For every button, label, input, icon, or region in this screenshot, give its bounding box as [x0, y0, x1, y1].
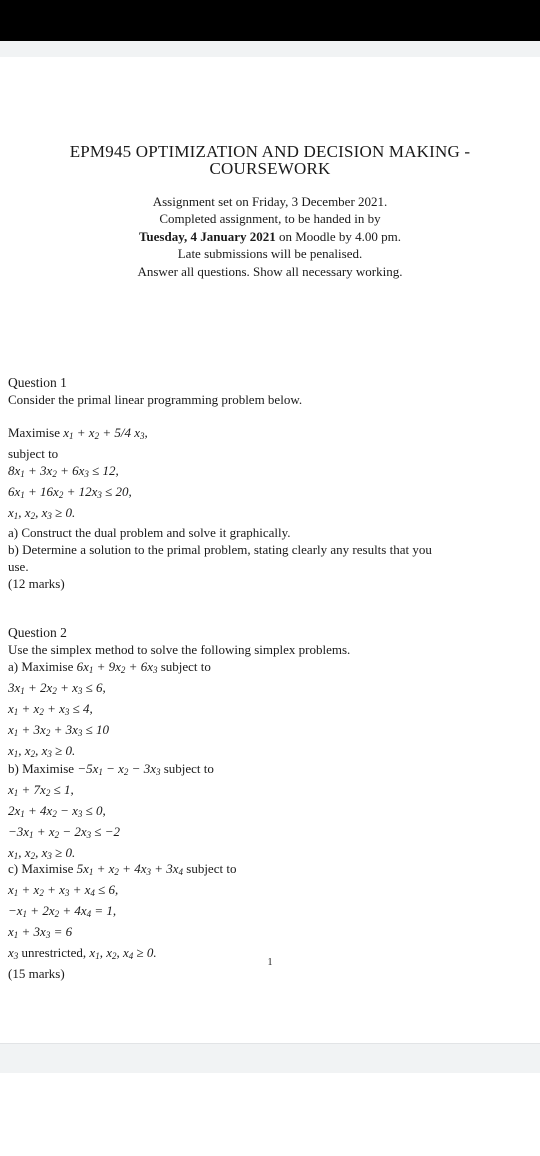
next-page-area — [0, 1073, 540, 1156]
q1-constraint-2: $6x_1 + 16x_2 + 12x_3 \le 20$, — [8, 484, 132, 500]
q2c-objective: c) Maximise $5x_1 + x_2 + 4x_3 + 3x_4$ subject to — [8, 861, 237, 877]
q2c-variable-signs: $x_3$ unrestricted, $x_1$, $x_2$, $x_4 \ge 0$. — [8, 945, 157, 961]
info-completed: Completed assignment, to be handed in by — [159, 211, 381, 227]
viewer-page-gap — [0, 1043, 540, 1074]
info-late: Late submissions will be penalised. — [177, 246, 363, 262]
q2b-nonneg: $x_1$, $x_2$, $x_3 \ge 0$. — [8, 845, 76, 861]
q2b-constraint-2: $2x_1 + 4x_2 - x_3 \le 0$, — [8, 803, 106, 819]
question-2b — [8, 760, 538, 865]
q2b-objective: b) Maximise $-5x_1 - x_2 - 3x_3$ subject to — [8, 761, 214, 777]
title-line-1: EPM945 OPTIMIZATION AND DECISION MAKING - — [69, 142, 471, 161]
q2b-constraint-1: $x_1 + 7x_2 \le 1$, — [8, 782, 74, 798]
question-2-heading: Question 2 — [8, 625, 67, 640]
q2c-constraint-1: $x_1 + x_2 + x_3 + x_4 \le 6$, — [8, 882, 119, 898]
q1-part-b-cont: use. — [8, 559, 29, 574]
question-1-problem — [8, 424, 538, 525]
q2-marks: (15 marks) — [8, 966, 65, 981]
viewer-top-margin — [0, 41, 540, 57]
q2a-objective: a) Maximise $6x_1 + 9x_2 + 6x_3$ subject to — [8, 659, 211, 675]
question-1 — [8, 374, 538, 408]
q1-subject-to: subject to — [8, 446, 59, 461]
title-line-2: COURSEWORK — [209, 159, 331, 178]
q2a-constraint-2: $x_1 + x_2 + x_3 \le 4$, — [8, 701, 93, 717]
q2a-constraint-1: $3x_1 + 2x_2 + x_3 \le 6$, — [8, 680, 106, 696]
deadline-date: Tuesday, 4 January 2021 — [138, 228, 276, 244]
document-title — [0, 143, 540, 177]
q2c-constraint-2: $-x_1 + 2x_2 + 4x_4 = 1$, — [8, 903, 117, 919]
assignment-info — [0, 193, 540, 280]
info-deadline — [0, 228, 540, 245]
question-2 — [8, 624, 538, 763]
question-1-parts — [8, 524, 538, 592]
q1-objective: Maximise $x_1 + x_2 + 5/4$ $x_3$, — [8, 425, 148, 441]
q1-marks: (12 marks) — [8, 576, 65, 591]
info-set-date: Assignment set on Friday, 3 December 2021. — [152, 194, 388, 209]
q1-nonneg: $x_1$, $x_2$, $x_3 \ge 0$. — [8, 505, 76, 521]
question-2-intro: Use the simplex method to solve the following simplex problems. — [8, 642, 351, 657]
status-bar — [0, 0, 540, 41]
deadline-rest: on Moodle by 4.00 pm. — [278, 228, 402, 244]
question-1-heading: Question 1 — [8, 375, 67, 390]
q2a-constraint-3: $x_1 + 3x_2 + 3x_3 \le 10$ — [8, 722, 110, 738]
q2c-constraint-3: $x_1 + 3x_3 = 6$ — [8, 924, 73, 940]
question-1-intro: Consider the primal linear programming problem below. — [8, 392, 303, 407]
q1-constraint-1: $8x_1 + 3x_2 + 6x_3 \le 12$, — [8, 463, 119, 479]
q2b-constraint-3: $-3x_1 + x_2 - 2x_3 \le -2$ — [8, 824, 121, 840]
q1-part-b: b) Determine a solution to the primal problem, stating clearly any results that you — [8, 542, 432, 557]
q1-part-a: a) Construct the dual problem and solve it graphically. — [8, 525, 291, 540]
info-instructions: Answer all questions. Show all necessary working. — [137, 263, 403, 279]
q2a-nonneg: $x_1$, $x_2$, $x_3 \ge 0$. — [8, 743, 76, 759]
page-number: 1 — [267, 957, 273, 968]
